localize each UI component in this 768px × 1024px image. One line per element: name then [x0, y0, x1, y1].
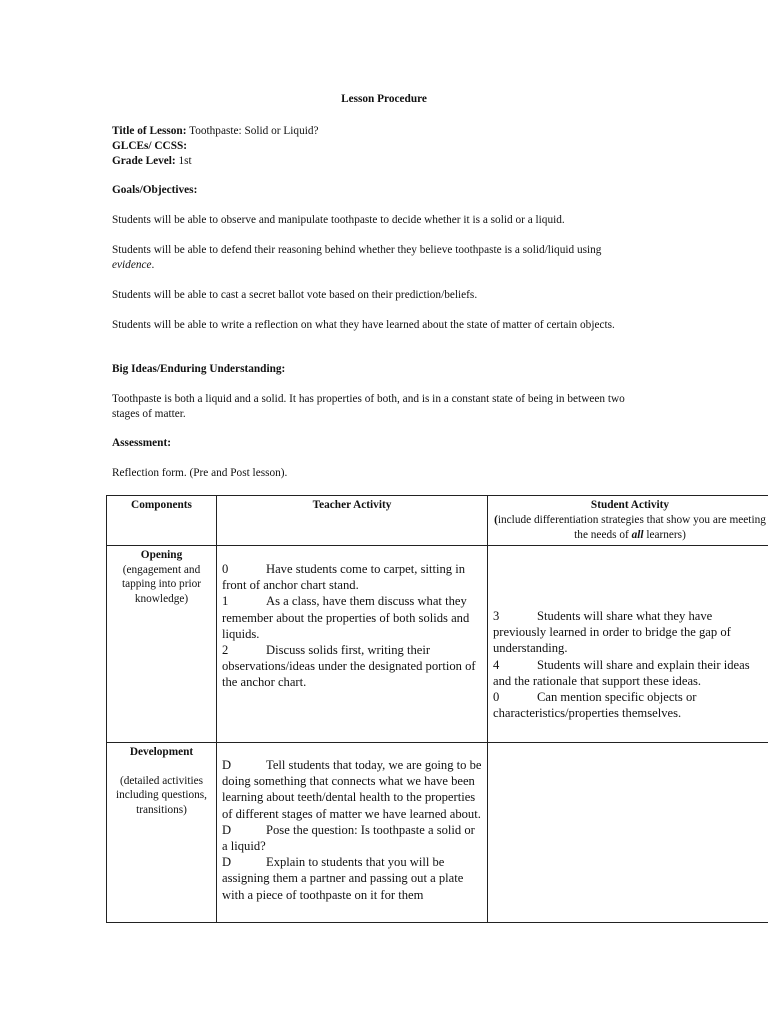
goal-item-2: Students will be able to defend their reasoning behind whether they believe toothpaste is a solid/liquid using evidence.	[112, 244, 602, 271]
list-item: D Tell students that today, we are going to be doing something that connects what we have been learning about teeth/dental health to the properties of different stages of matter we have learned about.	[222, 758, 482, 821]
goal-item-1: Students will be able to observe and manipulate toothpaste to decide whether it is a solid or a liquid.	[112, 214, 565, 226]
list-item: 0 Can mention specific objects or characteristics/properties themselves.	[493, 690, 697, 721]
table-row	[107, 546, 768, 743]
evidence-word: evidence	[112, 259, 152, 271]
development-label: Development	[129, 746, 194, 758]
assessment-heading: Assessment:	[112, 437, 171, 449]
components-header: Components	[107, 496, 217, 546]
goal-item-4: Students will be able to write a reflection on what they have learned about the state of matter of certain objects.	[112, 319, 615, 331]
lesson-procedure-table	[106, 495, 768, 923]
opening-teacher-cell	[217, 546, 488, 743]
lesson-title-line	[112, 124, 319, 139]
opening-student-cell	[488, 546, 768, 743]
list-item: 1 As a class, have them discuss what they remember about the properties of both solids and liquids.	[222, 594, 470, 641]
lesson-title-value: Toothpaste: Solid or Liquid?	[186, 125, 319, 137]
grade-line	[112, 154, 319, 169]
development-teacher-cell	[217, 743, 488, 923]
grade-value: 1st	[175, 155, 192, 167]
list-item: D Pose the question: Is toothpaste a solid or a liquid?	[222, 822, 475, 854]
student-activity-header: Student Activity (include differentiation strategies that show you are meeting the needs of all learners)	[488, 496, 768, 546]
opening-description: (engagement and tapping into prior knowledge)	[121, 563, 202, 605]
development-description: (detailed activities including questions, transitions)	[116, 774, 207, 816]
table-header-row	[107, 496, 768, 546]
opening-label: Opening	[140, 549, 183, 561]
list-item: D Explain to students that you will be assigning them a partner and passing out a plate with a piece of toothpaste on it for them	[222, 855, 464, 902]
development-component-cell	[107, 743, 217, 923]
glces-label: GLCEs/ CCSS:	[112, 140, 188, 152]
development-student-cell	[488, 743, 768, 923]
lesson-meta	[112, 124, 319, 169]
goals-heading: Goals/Objectives:	[112, 184, 198, 196]
glces-line	[112, 139, 319, 154]
teacher-activity-header: Teacher Activity	[217, 496, 488, 546]
page-title: Lesson Procedure	[341, 93, 427, 105]
table-row	[107, 743, 768, 923]
list-item: 3 Students will share what they have previously learned in order to bridge the gap of understanding.	[493, 609, 731, 656]
big-ideas-text: Toothpaste is both a liquid and a solid. It has properties of both, and is in a constant state of being in between two stages of matter.	[112, 393, 625, 420]
grade-label: Grade Level:	[112, 155, 176, 167]
list-item: 4 Students will share and explain their ideas and the rationale that support these ideas.	[493, 657, 750, 688]
lesson-title-label: Title of Lesson:	[112, 125, 187, 137]
goal-item-3: Students will be able to cast a secret ballot vote based on their prediction/beliefs.	[112, 289, 478, 301]
student-activity-note: (include differentiation strategies that show you are meeting the needs of all learners)	[494, 514, 766, 541]
assessment-text: Reflection form. (Pre and Post lesson).	[112, 467, 288, 479]
opening-component-cell	[107, 546, 217, 743]
list-item: 2 Discuss solids first, writing their observations/ideas under the designated portion of the anchor chart.	[222, 643, 476, 690]
big-ideas-heading: Big Ideas/Enduring Understanding:	[112, 363, 286, 375]
list-item: 0 Have students come to carpet, sitting in front of anchor chart stand.	[222, 562, 466, 593]
